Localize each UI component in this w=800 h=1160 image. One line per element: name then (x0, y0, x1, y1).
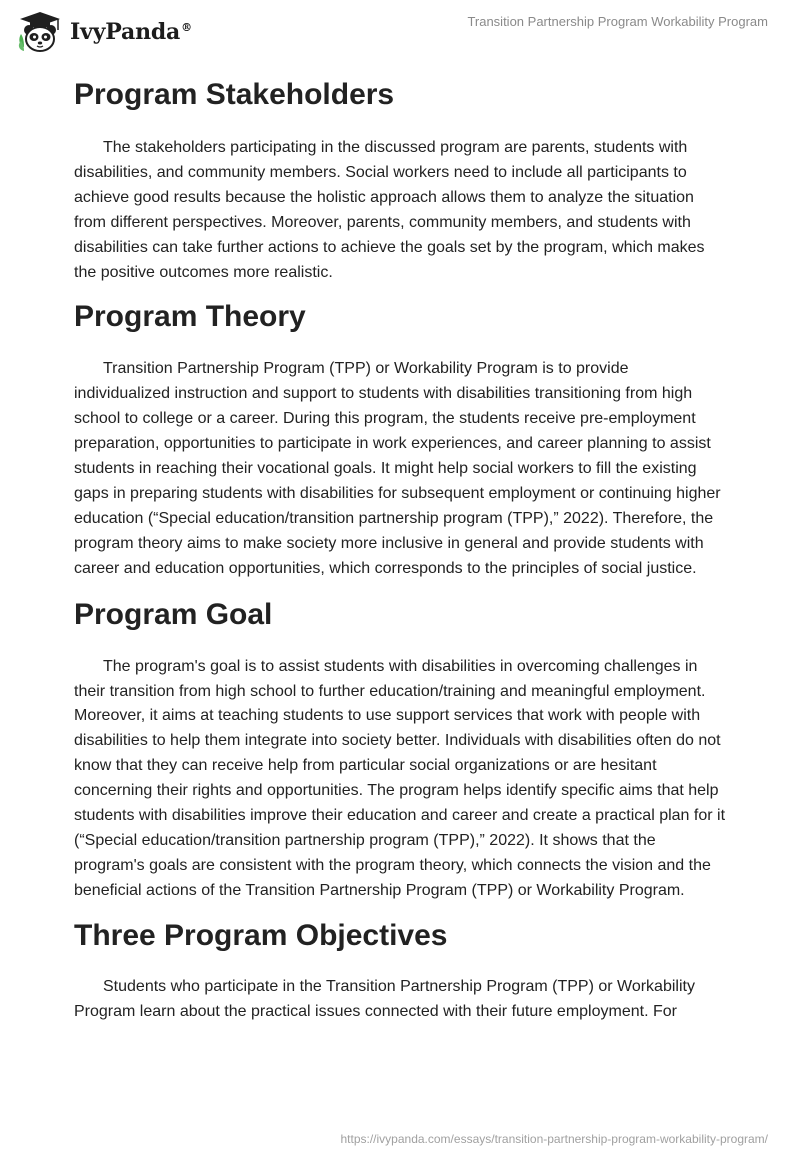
essay-content (74, 68, 726, 1024)
brand-name: IvyPanda® (70, 19, 192, 45)
section-heading-stakeholders: Program Stakeholders (74, 78, 395, 111)
ivypanda-logo[interactable] (16, 8, 192, 56)
section-paragraph-objectives: Students who participate in the Transition Partnership Program (TPP) or Workability Program learn about the practical issues connected with their future employment. For (74, 977, 695, 1020)
panda-graduate-icon (16, 10, 64, 54)
page-header (0, 0, 800, 64)
section-heading-objectives: Three Program Objectives (74, 918, 448, 952)
source-url[interactable]: https://ivypanda.com/essays/transition-partnership-program-workability-program/ (340, 1132, 768, 1146)
section-paragraph-theory: Transition Partnership Program (TPP) or Workability Program is to provide individualized instruction and support to students with disabilities transitioning from high school to college or a career. During this program, the students receive pre-employment preparation, opportunities to participate in work experiences, and career planning to assist students in reaching their vocational goals. It might help social workers to fill the existing gaps in preparing students with disabilities for subsequent employment or continuing higher education (“Special education/transition partnership program (TPP),” 2022). Therefore, the program theory aims to make society more inclusive in general and provide students with career and education opportunities, which corresponds to the principles of social justice. (74, 360, 721, 577)
section-heading-goal: Program Goal (74, 597, 273, 631)
section-paragraph-goal: The program's goal is to assist students with disabilities in overcoming challenges in their transition from high school to further education/training and meaningful employment. Moreover, it aims at teaching students to use support services that work with people with disabilities to help them integrate into society better. Individuals with disabilities often do not know that they can receive help from particular social organizations or are hesitant concerning their rights and opportunities. The program helps identify specific aims that help students with disabilities improve their education and career and create a practical plan for it (“Special education/transition partnership program (TPP),” 2022). It shows that the program's goals are consistent with the program theory, which connects the vision and the beneficial actions of the Transition Partnership Program (TPP) or Workability Program. (74, 657, 726, 899)
registered-mark: ® (181, 20, 192, 34)
section-paragraph-stakeholders: The stakeholders participating in the discussed program are parents, students with disabilities, and community members. Social workers need to include all participants to achieve good results because the holistic approach allows them to analyze the situation from different perspectives. Moreover, parents, community members, and students with disabilities can take further actions to achieve the goals set by the program, which makes the positive outcomes more realistic. (74, 139, 705, 281)
section-heading-theory: Program Theory (74, 300, 306, 334)
document-title: Transition Partnership Program Workability Program (467, 14, 768, 29)
